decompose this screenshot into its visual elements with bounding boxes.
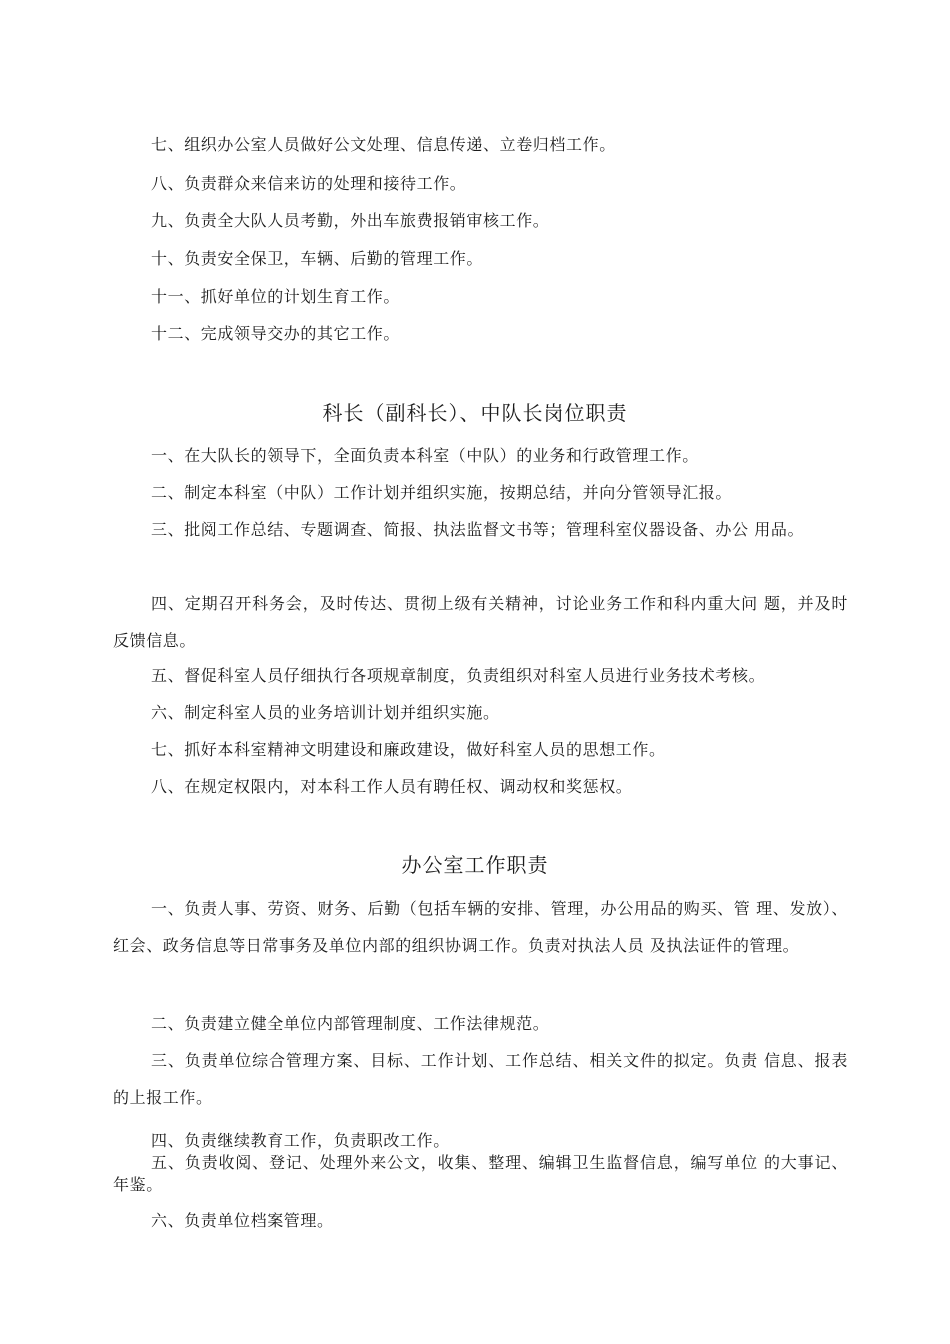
list-item: 四、定期召开科务会，及时传达、贯彻上级有关精神，讨论业务工作和科内重大问 题，并及时反馈信息。: [113, 594, 848, 650]
list-item: 六、制定科室人员的业务培训计划并组织实施。: [151, 703, 500, 722]
list-item: 六、负责单位档案管理。: [151, 1211, 334, 1230]
list-item: 十一、抓好单位的计划生育工作。: [151, 287, 401, 306]
section-title: 办公室工作职责: [401, 853, 549, 877]
list-item: 四、负责继续教育工作，负责职改工作。: [151, 1131, 450, 1150]
section-title: 科长（副科长）、中队长岗位职责: [322, 401, 628, 425]
list-item: 二、负责建立健全单位内部管理制度、工作法律规范。: [151, 1014, 550, 1033]
list-item: 八、在规定权限内，对本科工作人员有聘任权、调动权和奖惩权。: [151, 777, 633, 796]
list-item: 七、抓好本科室精神文明建设和廉政建设，做好科室人员的思想工作。: [151, 740, 666, 759]
list-item: 八、负责群众来信来访的处理和接待工作。: [151, 174, 467, 193]
list-item: 二、制定本科室（中队）工作计划并组织实施，按期总结，并向分管领导汇报。: [151, 483, 733, 502]
list-item: 五、负责收阅、登记、处理外来公文，收集、整理、编辑卫生监督信息，编写单位 的大事记、年鉴。: [113, 1153, 848, 1194]
list-item: 七、组织办公室人员做好公文处理、信息传递、立卷归档工作。: [151, 135, 616, 154]
list-item: 三、负责单位综合管理方案、目标、工作计划、工作总结、相关文件的拟定。负责 信息、报表的上报工作。: [113, 1051, 848, 1107]
list-item: 一、负责人事、劳资、财务、后勤（包括车辆的安排、管理，办公用品的购买、管 理、发放）、红会、政务信息等日常事务及单位内部的组织协调工作。负责对执法人员 及执法证件的管理。: [113, 899, 848, 955]
list-item: 十二、完成领导交办的其它工作。: [151, 324, 401, 343]
list-item: 五、督促科室人员仔细执行各项规章制度，负责组织对科室人员进行业务技术考核。: [151, 666, 766, 685]
list-item: 一、在大队长的领导下，全面负责本科室（中队）的业务和行政管理工作。: [151, 446, 699, 465]
list-item: 三、批阅工作总结、专题调查、简报、执法监督文书等；管理科室仪器设备、办公 用品。: [151, 520, 805, 539]
list-item: 九、负责全大队人员考勤，外出车旅费报销审核工作。: [151, 211, 550, 230]
list-item: 十、负责安全保卫，车辆、后勤的管理工作。: [151, 249, 484, 268]
